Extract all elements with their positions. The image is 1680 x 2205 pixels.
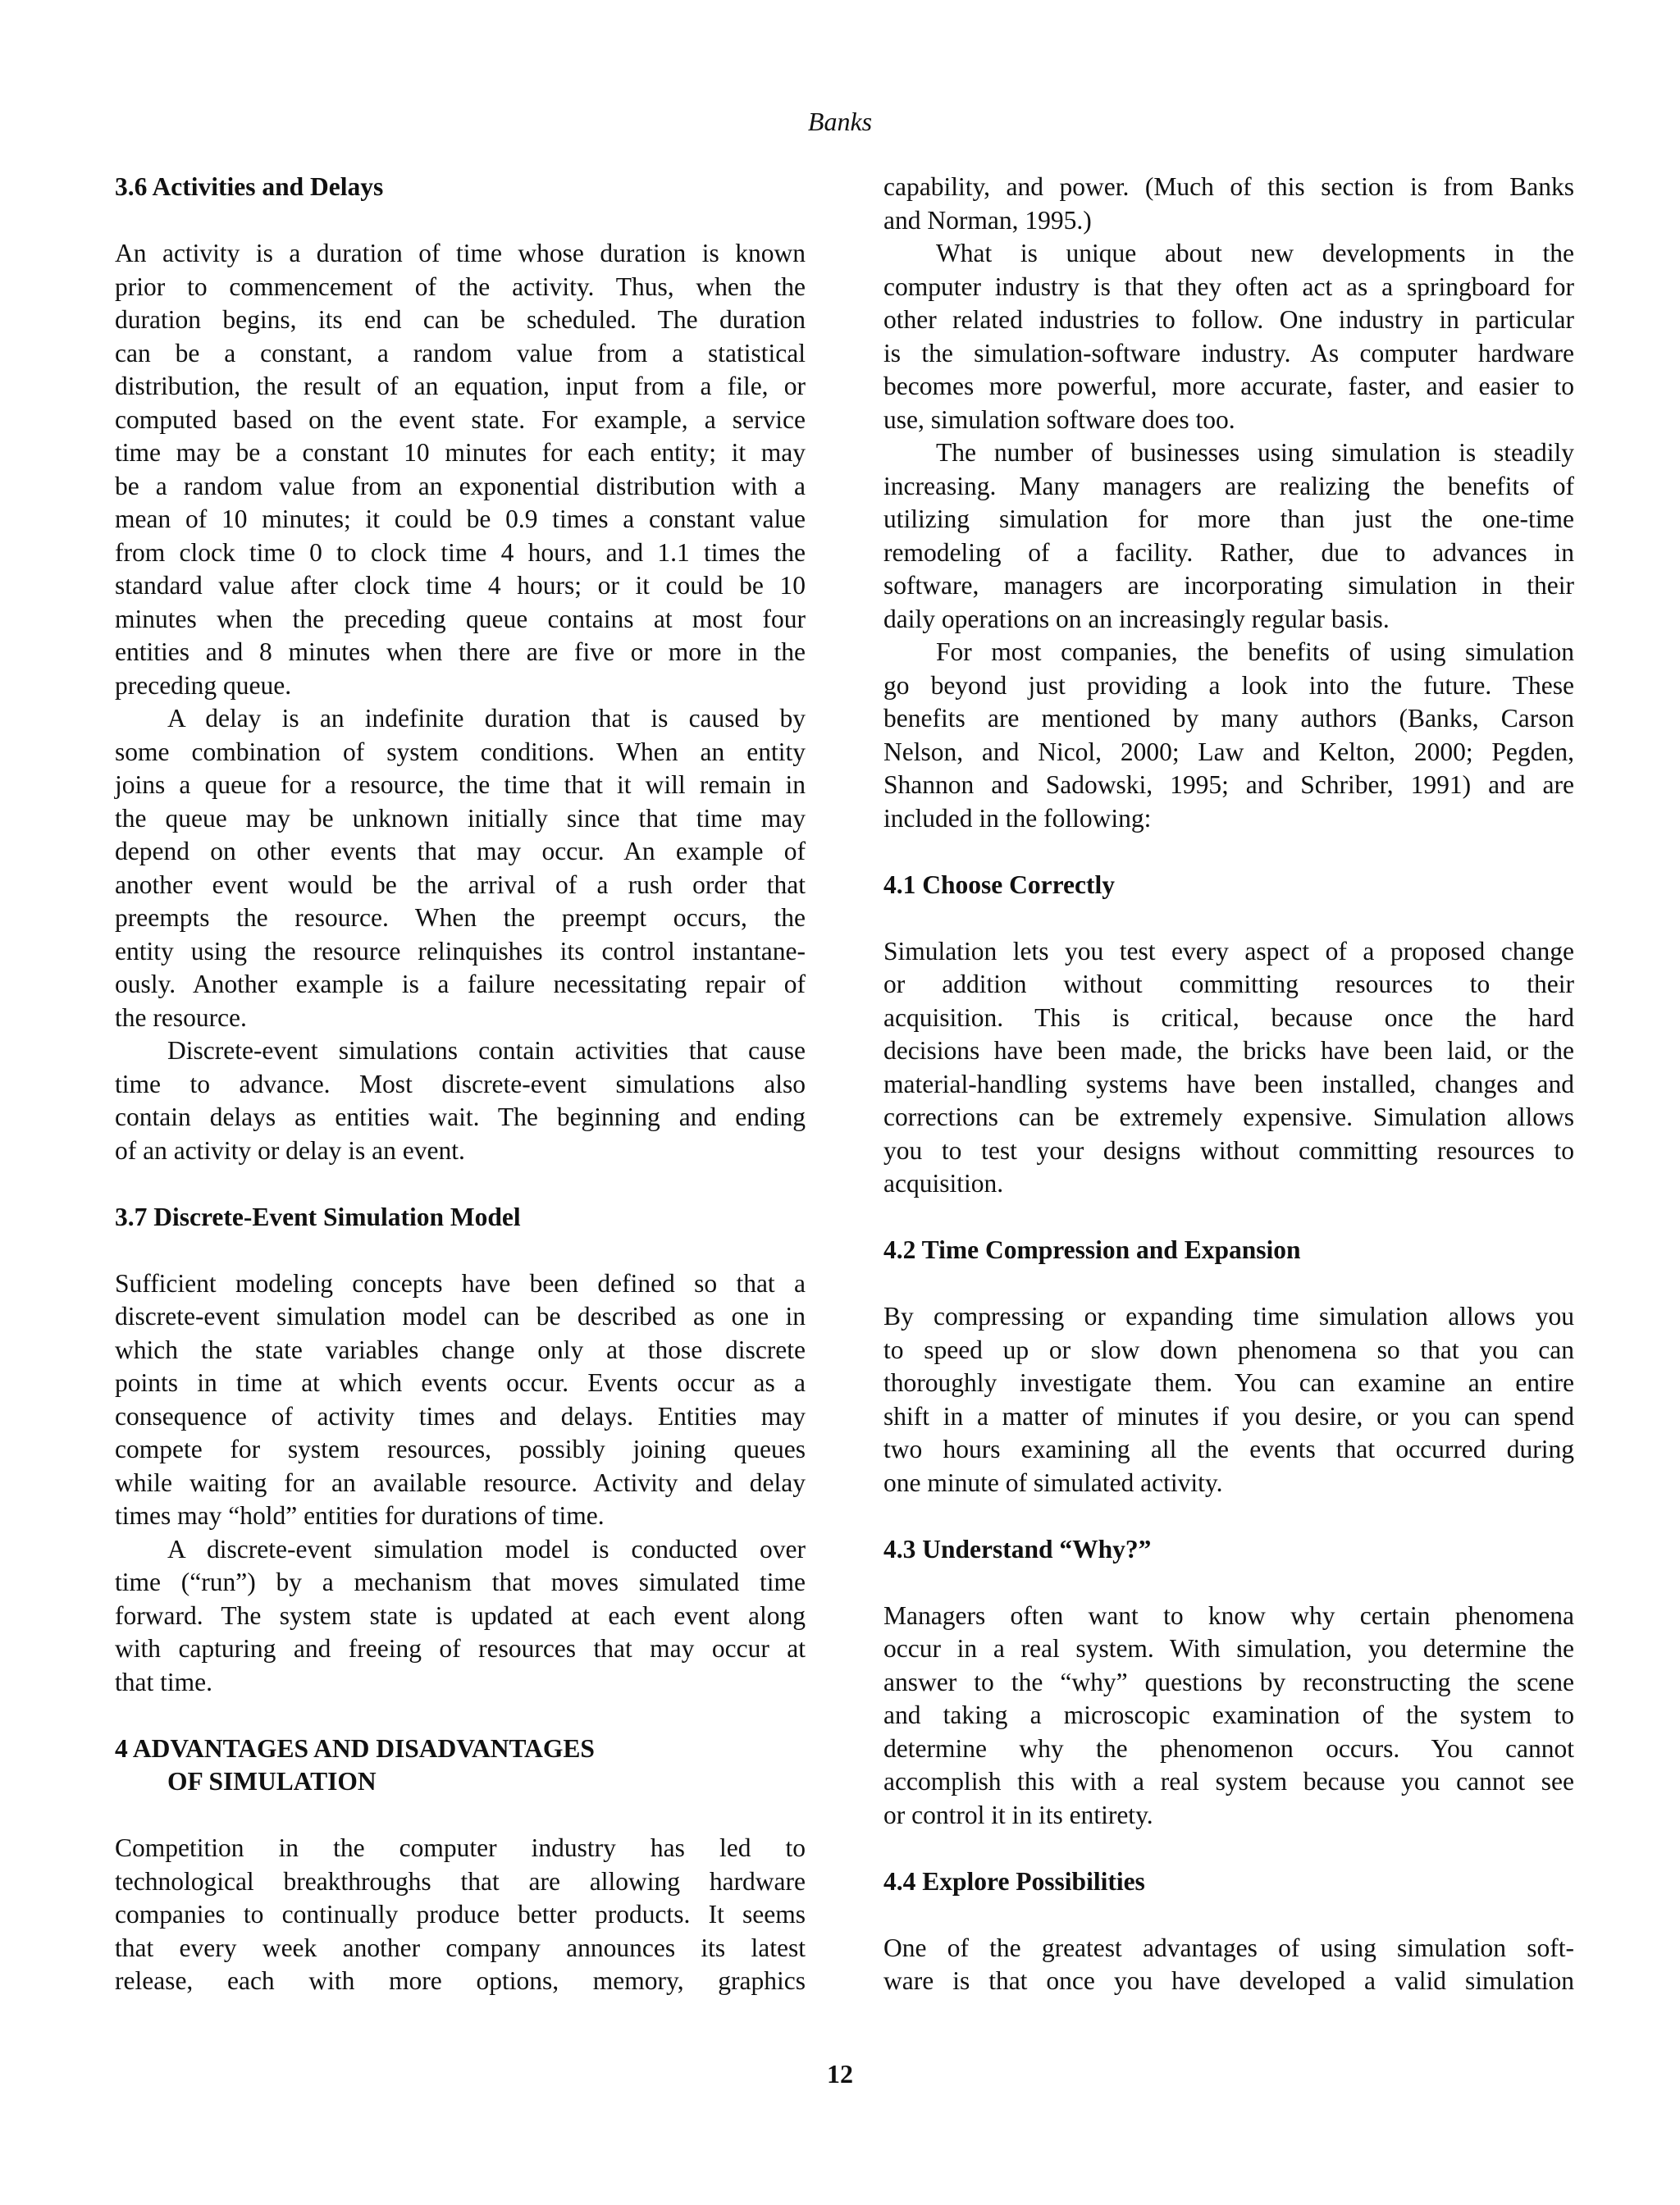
section-heading: 4 ADVANTAGES AND DISADVANTAGES — [115, 1733, 595, 1763]
text-line: answer to the “why” questions by reconstructing the scene — [883, 1667, 1574, 1696]
text-line: occur in a real system. With simulation, you determine the — [883, 1634, 1574, 1663]
text-line: remodeling of a facility. Rather, due to advances in — [883, 537, 1574, 567]
text-line: of an activity or delay is an event. — [115, 1135, 465, 1165]
text-line: or addition without committing resources to their — [883, 970, 1574, 998]
text-line: ously. Another example is a failure necessitating repair of — [115, 970, 806, 998]
text-line: What is unique about new developments in the — [936, 239, 1574, 267]
text-line: For most companies, the benefits of using simulation — [936, 637, 1574, 666]
text-line: becomes more powerful, more accurate, faster, and easier to — [883, 372, 1574, 400]
text-line: entities and 8 minutes when there are five or more in the — [115, 637, 806, 666]
text-line: discrete-event simulation model can be described as one in — [115, 1302, 806, 1331]
section-heading: 4.4 Explore Possibilities — [883, 1866, 1145, 1896]
text-line: is the simulation-software industry. As computer hardware — [883, 338, 1574, 368]
text-line: acquisition. This is critical, because once the hard — [883, 1002, 1574, 1032]
text-line: points in time at which events occur. Events occur as a — [115, 1368, 806, 1397]
paragraph-gap — [883, 1267, 1574, 1301]
text-line: Simulation lets you test every aspect of a proposed change — [883, 936, 1574, 966]
text-line: from clock time 0 to clock time 4 hours, and 1.1 times the — [115, 537, 806, 567]
text-line: the resource. — [115, 1002, 247, 1032]
text-line: software, managers are incorporating simulation in their — [883, 571, 1574, 600]
left-column — [115, 171, 806, 1998]
section-heading: OF SIMULATION — [167, 1767, 377, 1796]
text-line: accomplish this with a real system because you cannot see — [883, 1767, 1574, 1796]
text-line: thoroughly investigate them. You can examine an entire — [883, 1368, 1574, 1397]
paragraph-gap — [883, 1500, 1574, 1533]
text-line: computer industry is that they often act as a springboard for — [883, 272, 1574, 301]
text-line: another event would be the arrival of a rush order that — [115, 870, 806, 899]
section-heading: 3.6 Activities and Delays — [115, 172, 384, 201]
running-header: Banks — [807, 107, 873, 136]
text-line: consequence of activity times and delays. Entities may — [115, 1401, 806, 1431]
text-line: and taking a microscopic examination of the system to — [883, 1701, 1574, 1729]
text-line: The number of businesses using simulation is steadily — [936, 438, 1574, 467]
text-line: computed based on the event state. For example, a service — [115, 404, 806, 434]
text-line: shift in a matter of minutes if you desire, or you can spend — [883, 1401, 1574, 1431]
text-line: duration begins, its end can be scheduled. The duration — [115, 305, 806, 334]
text-line: standard value after clock time 4 hours; or it could be 10 — [115, 571, 806, 600]
text-line: use, simulation software does too. — [883, 404, 1235, 434]
paragraph-gap — [883, 1201, 1574, 1235]
text-line: increasing. Many managers are realizing the benefits of — [883, 471, 1574, 500]
paragraph-gap — [883, 1898, 1574, 1932]
text-line: prior to commencement of the activity. Thus, when the — [115, 272, 806, 301]
text-line: determine why the phenomenon occurs. You cannot — [883, 1733, 1574, 1763]
text-line: benefits are mentioned by many authors (Banks, Carson — [883, 704, 1574, 733]
text-line: one minute of simulated activity. — [883, 1468, 1223, 1497]
text-line: capability, and power. (Much of this section is from Banks — [883, 172, 1574, 201]
text-line: A discrete-event simulation model is conducted over — [167, 1534, 806, 1564]
text-line: which the state variables change only at those discrete — [115, 1335, 806, 1364]
text-line: Competition in the computer industry has led to — [115, 1833, 806, 1862]
text-line: release, each with more options, memory, graphics — [115, 1966, 806, 1995]
text-line: other related industries to follow. One industry in particular — [883, 305, 1574, 334]
text-line: some combination of system conditions. When an entity — [115, 737, 806, 766]
text-line: utilizing simulation for more than just the one-time — [883, 504, 1574, 533]
text-line: included in the following: — [883, 803, 1152, 833]
text-line: and Norman, 1995.) — [883, 205, 1092, 235]
right-column — [883, 171, 1574, 1998]
text-line: depend on other events that may occur. An example of — [115, 837, 806, 865]
paragraph-gap — [115, 1234, 806, 1267]
text-line: material-handling systems have been installed, changes and — [883, 1069, 1574, 1098]
text-line: that every week another company announces its latest — [115, 1933, 806, 1962]
text-line: Sufficient modeling concepts have been defined so that a — [115, 1268, 806, 1298]
text-line: forward. The system state is updated at each event along — [115, 1600, 806, 1630]
section-heading: 4.1 Choose Correctly — [883, 870, 1115, 899]
text-line: preceding queue. — [115, 670, 292, 700]
paragraph-gap — [883, 1832, 1574, 1865]
text-line: corrections can be extremely expensive. Simulation allows — [883, 1102, 1574, 1131]
text-line: One of the greatest advantages of using simulation soft- — [883, 1933, 1574, 1962]
text-line: joins a queue for a resource, the time that it will remain in — [115, 770, 806, 799]
text-line: contain delays as entities wait. The beginning and ending — [115, 1102, 806, 1131]
text-line: time to advance. Most discrete-event simulations also — [115, 1069, 806, 1098]
paragraph-gap — [115, 1699, 806, 1732]
text-line: mean of 10 minutes; it could be 0.9 times a constant value — [115, 504, 806, 533]
text-line: compete for system resources, possibly joining queues — [115, 1435, 806, 1463]
paragraph-gap — [115, 1799, 806, 1833]
text-line: decisions have been made, the bricks have been laid, or the — [883, 1036, 1574, 1065]
paragraph-gap — [115, 1167, 806, 1201]
paragraph-gap — [883, 835, 1574, 869]
text-line: be a random value from an exponential distribution with a — [115, 471, 806, 500]
paragraph-gap — [883, 1566, 1574, 1600]
text-line: the queue may be unknown initially since that time may — [115, 803, 806, 833]
text-line: acquisition. — [883, 1169, 1004, 1198]
text-line: while waiting for an available resource. Activity and delay — [115, 1468, 806, 1497]
section-heading: 4.2 Time Compression and Expansion — [883, 1235, 1301, 1264]
text-line: two hours examining all the events that occurred during — [883, 1435, 1574, 1463]
text-line: A delay is an indefinite duration that is caused by — [167, 704, 806, 733]
text-line: time may be a constant 10 minutes for each entity; it may — [115, 438, 806, 467]
text-line: distribution, the result of an equation, input from a file, or — [115, 372, 806, 400]
text-line: or control it in its entirety. — [883, 1800, 1153, 1829]
text-line: with capturing and freeing of resources that may occur at — [115, 1634, 806, 1663]
page-number: 12 — [827, 2059, 853, 2089]
section-heading: 3.7 Discrete-Event Simulation Model — [115, 1202, 521, 1231]
text-line: entity using the resource relinquishes its control instantane- — [115, 936, 806, 966]
text-line: Discrete-event simulations contain activities that cause — [167, 1036, 806, 1065]
text-line: By compressing or expanding time simulation allows you — [883, 1302, 1574, 1331]
section-heading: 4.3 Understand “Why?” — [883, 1534, 1152, 1564]
text-line: to speed up or slow down phenomena so that you can — [883, 1335, 1574, 1364]
text-line: can be a constant, a random value from a statistical — [115, 338, 806, 368]
text-line: time (“run”) by a mechanism that moves simulated time — [115, 1568, 806, 1596]
text-line: companies to continually produce better products. It seems — [115, 1900, 806, 1929]
paragraph-gap — [115, 204, 806, 238]
text-line: times may “hold” entities for durations of time. — [115, 1501, 605, 1530]
text-line: you to test your designs without committing resources to — [883, 1135, 1574, 1165]
text-line: technological breakthroughs that are allowing hardware — [115, 1866, 806, 1896]
text-line: ware is that once you have developed a valid simulation — [883, 1966, 1574, 1995]
text-line: go beyond just providing a look into the future. These — [883, 670, 1574, 700]
paragraph-gap — [883, 902, 1574, 935]
text-line: daily operations on an increasingly regular basis. — [883, 604, 1390, 633]
text-line: Shannon and Sadowski, 1995; and Schriber, 1991) and are — [883, 770, 1574, 799]
text-line: Nelson, and Nicol, 2000; Law and Kelton, 2000; Pegden, — [883, 737, 1574, 766]
text-line: minutes when the preceding queue contains at most four — [115, 604, 806, 633]
text-line: that time. — [115, 1667, 212, 1696]
text-line: An activity is a duration of time whose duration is known — [115, 239, 806, 267]
text-line: Managers often want to know why certain phenomena — [883, 1600, 1574, 1630]
text-line: preempts the resource. When the preempt occurs, the — [115, 903, 806, 932]
